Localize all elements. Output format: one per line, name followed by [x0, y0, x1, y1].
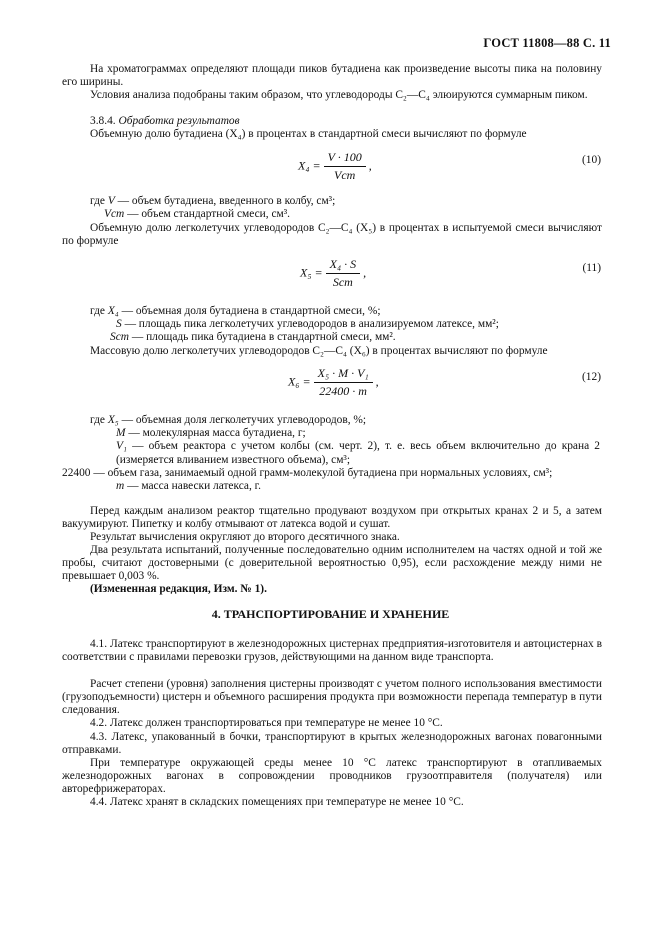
legend-10	[90, 195, 600, 221]
legend-row: S — площадь пика легколетучих углеводородов в анализируемом латексе, мм²;	[116, 318, 499, 331]
paragraph-formula12-intro: Массовую долю легколетучих углеводородов C₂—C₄ (X₆) в процентах вычисляют по формуле	[90, 345, 548, 357]
paragraph-reliability: Два результата испытаний, полученные последовательно одним исполнителем на частях одной и той же пробы, считают достоверными (с доверительной вероятностью 0,95), если расхождение между ними не превышает 0,003 %.	[62, 544, 602, 583]
paragraph-reactor-prep: Перед каждым анализом реактор тщательно продувают воздухом при открытых кранах 2 и 5, а затем вакуумируют. Пипетку и колбу отмывают от латекса водой и сушат.	[62, 505, 602, 531]
formula-tail: ,	[368, 158, 372, 173]
legend-row: 22400 — объем газа, занимаемый одной грамм-молекулой бутадиена при нормальных условиях, см³;	[62, 466, 553, 479]
legend-row: m — масса навески латекса, г.	[116, 480, 261, 493]
legend-row: где X₄ — объемная доля бутадиена в стандартной смеси, %;	[90, 305, 381, 317]
legend-row: V₁ — объем реактора с учетом колбы (см. черт. 2), т. е. весь объем включительно до крана 2 (измеряется вливанием известного объема), см³;	[116, 440, 600, 466]
paragraph-chromatogram: На хроматограммах определяют площади пиков бутадиена как произведение высоты пика на половину его ширины.	[62, 63, 602, 89]
subsection-heading	[62, 115, 602, 128]
formula-lhs: X₆ =	[288, 374, 311, 389]
paragraph-4-1: 4.1. Латекс транспортируют в железнодорожных цистернах предприятия-изготовителя и автоцистернах в соответствии с правилами перевозки грузов, действующими на данном виде транспорта.	[62, 638, 602, 664]
formula-denominator: Vст	[334, 168, 356, 182]
section-title: 4. ТРАНСПОРТИРОВАНИЕ И ХРАНЕНИЕ	[211, 607, 450, 621]
paragraph-4-3: 4.3. Латекс, упакованный в бочки, транспортируют в крытых железнодорожных вагонах повагонными отправками.	[62, 731, 602, 757]
formula-fraction	[326, 257, 361, 290]
legend-11	[90, 305, 600, 345]
paragraph-formula11-intro: Объемную долю легколетучих углеводородов C₂—C₄ (X₅) в процентах в испытуемой смеси вычисляют по формуле	[62, 222, 602, 248]
formula-denominator: Sст	[332, 275, 353, 289]
formula-12	[288, 366, 379, 399]
legend-12	[62, 414, 600, 493]
legend-row: где V — объем бутадиена, введенного в колбу, см³;	[90, 195, 336, 207]
legend-row: где X₅ — объемная доля легколетучих углеводородов, %;	[90, 414, 367, 426]
subsection-number: 3.8.4.	[90, 115, 116, 127]
formula-fraction	[324, 150, 366, 183]
formula-10	[298, 150, 372, 183]
amendment-note: (Измененная редакция, Изм. № 1).	[90, 583, 267, 595]
paragraph-rounding: Результат вычисления округляют до второго десятичного знака.	[90, 531, 400, 543]
formula-numerator: X₅ · M · V₁	[314, 366, 373, 383]
paragraph-4-2: 4.2. Латекс должен транспортироваться при температуре не менее 10 °С.	[90, 717, 443, 729]
legend-row: M — молекулярная масса бутадиена, г;	[116, 427, 306, 440]
formula-lhs: X₄ =	[298, 158, 321, 173]
paragraph-formula10-intro: Объемную долю бутадиена (X₄) в процентах в стандартной смеси вычисляют по формуле	[90, 128, 527, 140]
formula-denominator: 22400 · m	[319, 384, 367, 398]
formula-number: (11)	[582, 262, 601, 274]
formula-fraction	[314, 366, 373, 399]
paragraph-tank-fill: Расчет степени (уровня) заполнения цистерны производят с учетом полного использования вместимости (грузоподъемности) цистерн и объемного расширения продукта при возможности перепада температур в пути следования.	[62, 678, 602, 717]
formula-lhs: X₅ =	[300, 265, 323, 280]
paragraph-conditions: Условия анализа подобраны таким образом, что углеводороды C₂—C₄ элюируются суммарным пиком.	[90, 89, 588, 101]
formula-numerator: V · 100	[324, 150, 366, 167]
formula-tail: ,	[363, 265, 367, 280]
formula-11	[300, 257, 366, 290]
formula-tail: ,	[375, 374, 379, 389]
subsection-title: Обработка результатов	[118, 115, 240, 127]
page-header: ГОСТ 11808—88 С. 11	[483, 36, 611, 50]
paragraph-4-4: 4.4. Латекс хранят в складских помещениях при температуре не менее 10 °С.	[90, 796, 464, 808]
paragraph-low-temp: При температуре окружающей среды менее 10 °С латекс транспортируют в отапливаемых железнодорожных вагонах в сопровождении проводников грузоотправителя (получателя) или авторефрижераторах.	[62, 757, 602, 796]
legend-row: Vст — объем стандартной смеси, см³.	[104, 208, 290, 221]
legend-row: Sст — площадь пика бутадиена в стандартной смеси, мм².	[110, 331, 396, 344]
formula-number: (10)	[582, 154, 601, 166]
formula-numerator: X₄ · S	[326, 257, 361, 274]
formula-number: (12)	[582, 371, 601, 383]
